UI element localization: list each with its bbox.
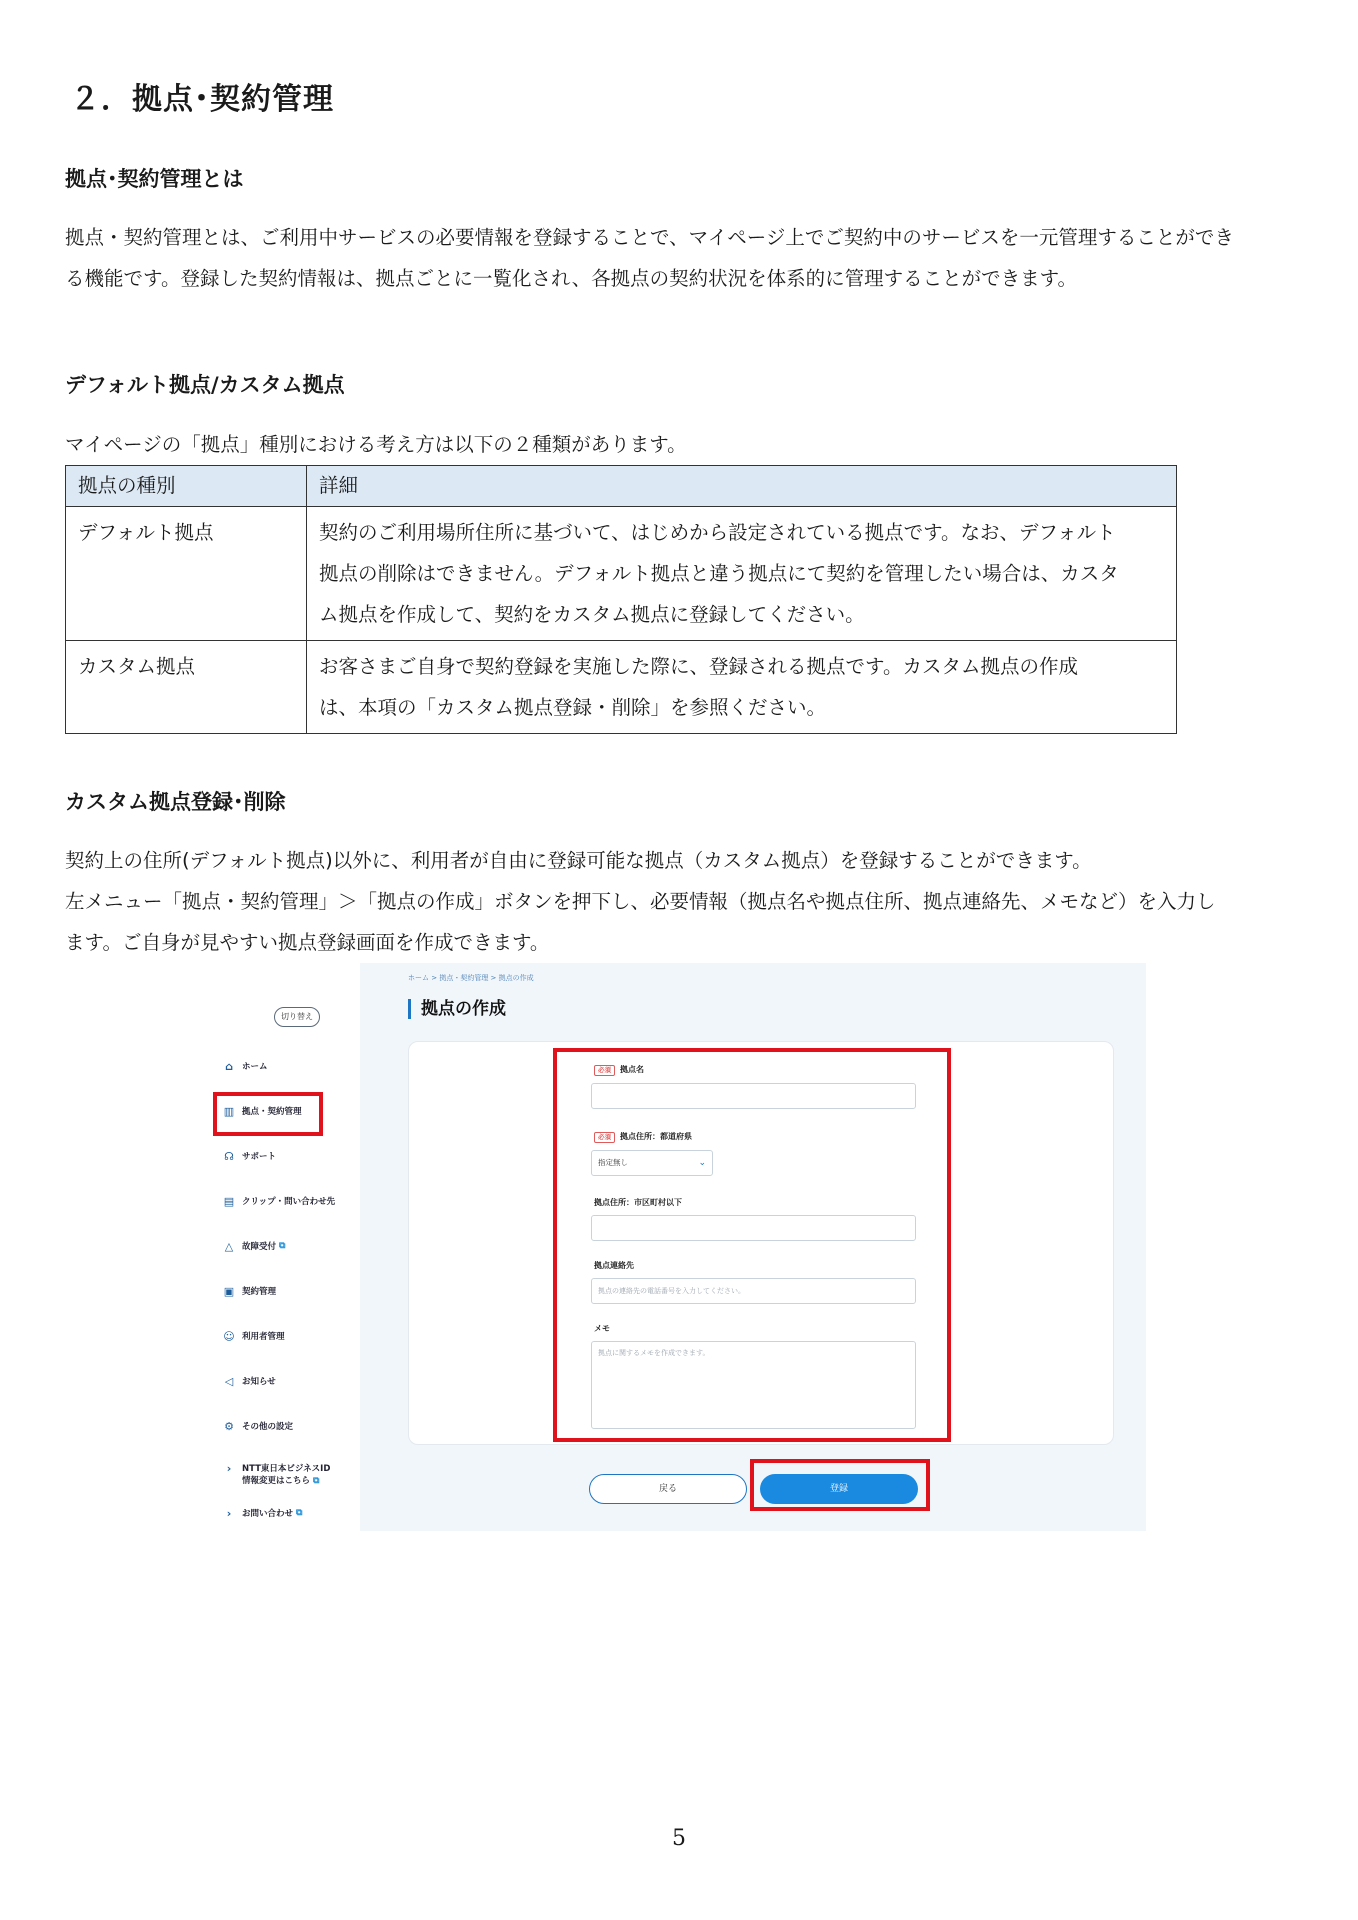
sidebar-item-label: お問い合わせ [242, 1509, 294, 1519]
sidebar-item-support[interactable] [222, 1146, 276, 1166]
sidebar [212, 963, 360, 1531]
sidebar-item-label: その他の設定 [242, 1422, 294, 1432]
table-header-row [66, 466, 1177, 507]
sidebar-item-ntt-biz-id[interactable] [222, 1463, 330, 1491]
document-icon: ▣ [223, 1284, 235, 1298]
contact-label: 拠点連絡先 [594, 1261, 634, 1270]
sidebar-item-label: 拠点・契約管理 [242, 1107, 302, 1117]
chevron-right-icon: › [226, 1506, 232, 1520]
table-cell-type: カスタム拠点 [66, 641, 307, 734]
table-cell-detail: 契約のご利用場所住所に基づいて、はじめから設定されている拠点です。なお、デフォルト 拠点の削除はできません。デフォルト拠点と違う拠点にて契約を管理したい場合は、カスタ ム拠点を作成して、契約をカスタム拠点に登録してください。 [307, 507, 1177, 641]
megaphone-icon: ◁ [224, 1374, 234, 1388]
home-icon: ⌂ [225, 1059, 233, 1073]
table-cell-type: デフォルト拠点 [66, 507, 307, 641]
highlight-box-form [553, 1048, 951, 1442]
memo-label: メモ [594, 1324, 610, 1333]
sidebar-item-label-line2: 情報変更はこちら [242, 1476, 311, 1486]
subsection-title-custom-site: カスタム拠点登録･削除 [65, 790, 286, 814]
sidebar-item-contact[interactable] [222, 1503, 302, 1523]
sidebar-item-notices[interactable] [222, 1371, 276, 1391]
overview-paragraph-line1: 拠点・契約管理とは、ご利用中サービスの必要情報を登録することで、マイページ上でご契約中のサービスを一元管理することができ [65, 226, 1234, 249]
external-link-icon: ⧉ [279, 1241, 286, 1251]
site-types-table [65, 465, 1177, 734]
site-name-label-text: 拠点名 [620, 1065, 644, 1074]
clipboard-icon: ▤ [223, 1194, 235, 1208]
back-button[interactable]: 戻る [589, 1474, 747, 1504]
chevron-right-icon: › [226, 1462, 232, 1475]
sidebar-item-label: お知らせ [242, 1377, 276, 1387]
sidebar-item-label: 故障受付 [242, 1242, 277, 1252]
warning-icon: △ [224, 1239, 234, 1253]
table-row [66, 641, 1177, 734]
gear-icon: ⚙ [224, 1419, 234, 1433]
sidebar-item-label: 利用者管理 [242, 1332, 285, 1342]
table-row [66, 507, 1177, 641]
highlight-box-register [750, 1459, 930, 1511]
required-badge: 必須 [594, 1132, 615, 1143]
subsection-title-overview: 拠点･契約管理とは [65, 167, 244, 191]
city-label: 拠点住所：市区町村以下 [594, 1198, 682, 1207]
embedded-screenshot [212, 963, 1146, 1531]
register-button[interactable]: 登録 [760, 1474, 918, 1504]
sidebar-item-label: サポート [242, 1152, 277, 1162]
table-header-type: 拠点の種別 [66, 466, 307, 507]
building-icon: ▥ [223, 1104, 235, 1118]
memo-textarea-placeholder: 拠点に関するメモを作成できます。 [598, 1349, 710, 1357]
external-link-icon: ⧉ [313, 1476, 320, 1486]
sidebar-item-contract-mgmt[interactable] [222, 1281, 276, 1301]
sidebar-item-label: 契約管理 [242, 1287, 277, 1297]
sidebar-item-user-mgmt[interactable] [222, 1326, 285, 1346]
switch-button[interactable]: 切り替え [274, 1007, 320, 1027]
overview-paragraph-line2: る機能です。登録した契約情報は、拠点ごとに一覧化され、各拠点の契約状況を体系的に管理することができます。 [65, 267, 1078, 290]
breadcrumb[interactable]: ホーム > 拠点・契約管理 > 拠点の作成 [408, 974, 534, 982]
sidebar-item-label: ホーム [242, 1062, 268, 1072]
highlight-box-sidebar [213, 1092, 323, 1136]
contact-input-placeholder: 拠点の連絡先の電話番号を入力してください。 [598, 1287, 745, 1295]
site-types-intro: マイページの「拠点」種別における考え方は以下の２種類があります。 [65, 433, 687, 456]
sidebar-item-clip-inquiry[interactable] [222, 1191, 335, 1211]
chevron-down-icon: ⌄ [698, 1158, 706, 1168]
section-title: ２．拠点･契約管理 [70, 82, 334, 117]
prefecture-label-text: 拠点住所：都道府県 [620, 1132, 692, 1141]
table-cell-detail: お客さまご自身で契約登録を実施した際に、登録される拠点です。カスタム拠点の作成 は、本項の「カスタム拠点登録・削除」を参照ください。 [307, 641, 1177, 734]
external-link-icon: ⧉ [296, 1508, 303, 1518]
custom-site-paragraph-line1: 契約上の住所(デフォルト拠点)以外に、利用者が自由に登録可能な拠点（カスタム拠点）を登録することができます。 [65, 849, 1092, 872]
sidebar-item-label-line1: NTT東日本ビジネスID [242, 1464, 331, 1474]
sidebar-item-home[interactable] [222, 1056, 268, 1076]
headset-icon: ☊ [224, 1149, 234, 1163]
prefecture-select-value: 指定無し [598, 1158, 628, 1167]
sidebar-item-fault-report[interactable] [222, 1236, 285, 1256]
required-badge: 必須 [594, 1065, 615, 1076]
page-title: 拠点の作成 [408, 999, 506, 1019]
custom-site-paragraph-line3: ます。ご自身が見やすい拠点登録画面を作成できます。 [65, 931, 550, 954]
sidebar-item-other-settings[interactable] [222, 1416, 293, 1436]
custom-site-paragraph-line2: 左メニュー「拠点・契約管理」＞「拠点の作成」ボタンを押下し、必要情報（拠点名や拠点住所、拠点連絡先、メモなど）を入力し [65, 890, 1216, 913]
subsection-title-site-types: デフォルト拠点/カスタム拠点 [65, 373, 345, 397]
sidebar-item-label: クリップ・問い合わせ先 [242, 1197, 336, 1207]
table-header-detail: 詳細 [307, 466, 1177, 507]
user-card-icon: ☺ [223, 1329, 235, 1343]
page-number: 5 [672, 1826, 686, 1851]
